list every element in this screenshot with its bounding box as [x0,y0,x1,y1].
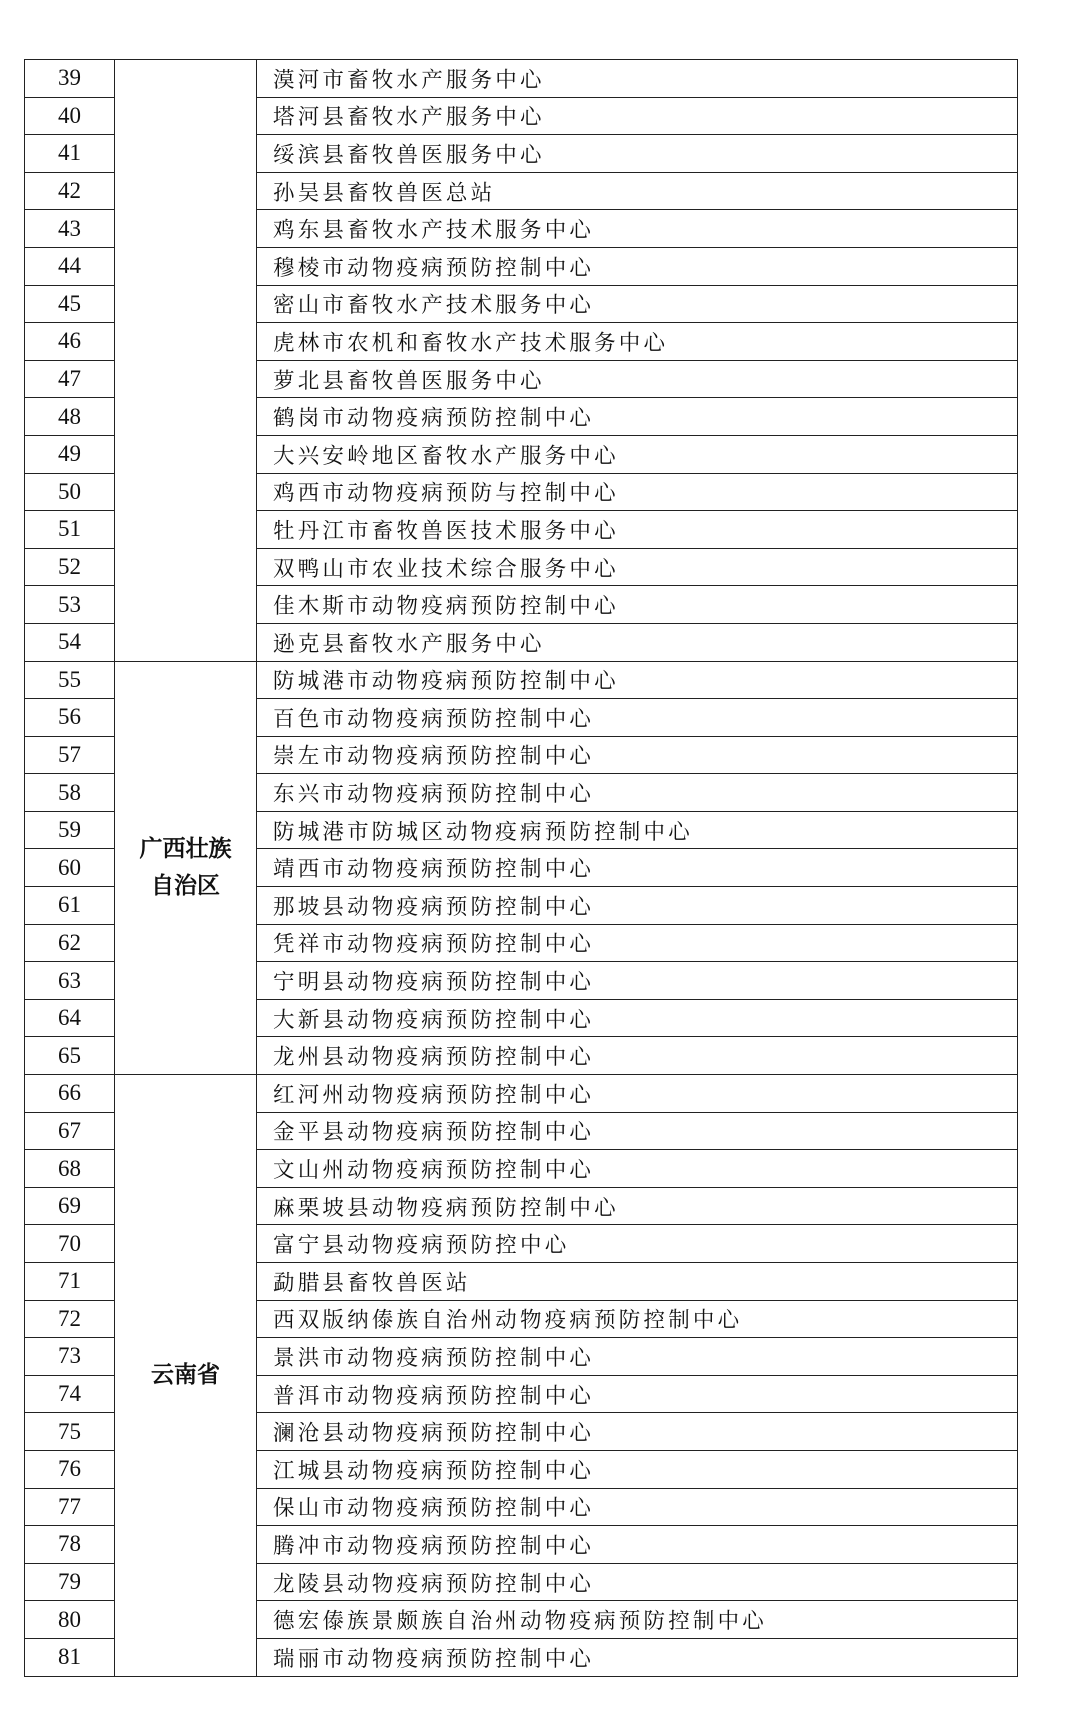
institution-name-cell: 塔河县畜牧水产服务中心 [257,97,1018,135]
institution-name-cell: 崇左市动物疫病预防控制中心 [257,736,1018,774]
institution-name-cell: 鸡西市动物疫病预防与控制中心 [257,473,1018,511]
row-number-cell: 54 [25,623,115,661]
row-number-cell: 57 [25,736,115,774]
row-number-cell: 52 [25,548,115,586]
institution-table [24,59,1018,1677]
row-number-cell: 75 [25,1413,115,1451]
institution-name-cell: 龙州县动物疫病预防控制中心 [257,1037,1018,1075]
institution-name-cell: 东兴市动物疫病预防控制中心 [257,774,1018,812]
institution-name-cell: 漠河市畜牧水产服务中心 [257,60,1018,98]
institution-name-cell: 金平县动物疫病预防控制中心 [257,1112,1018,1150]
institution-name-cell: 龙陵县动物疫病预防控制中心 [257,1563,1018,1601]
row-number-cell: 50 [25,473,115,511]
row-number-cell: 67 [25,1112,115,1150]
row-number-cell: 79 [25,1563,115,1601]
row-number-cell: 56 [25,699,115,737]
institution-name-cell: 萝北县畜牧兽医服务中心 [257,360,1018,398]
institution-name-cell: 佳木斯市动物疫病预防控制中心 [257,586,1018,624]
institution-name-cell: 虎林市农机和畜牧水产技术服务中心 [257,323,1018,361]
row-number-cell: 73 [25,1338,115,1376]
row-number-cell: 72 [25,1300,115,1338]
institution-name-cell: 防城港市防城区动物疫病预防控制中心 [257,811,1018,849]
row-number-cell: 43 [25,210,115,248]
province-cell [115,60,257,662]
institution-name-cell: 宁明县动物疫病预防控制中心 [257,962,1018,1000]
table-row [25,60,1018,98]
row-number-cell: 80 [25,1601,115,1639]
institution-name-cell: 麻栗坡县动物疫病预防控制中心 [257,1187,1018,1225]
row-number-cell: 44 [25,247,115,285]
row-number-cell: 62 [25,924,115,962]
row-number-cell: 40 [25,97,115,135]
row-number-cell: 76 [25,1450,115,1488]
institution-name-cell: 普洱市动物疫病预防控制中心 [257,1375,1018,1413]
institution-name-cell: 穆棱市动物疫病预防控制中心 [257,247,1018,285]
institution-name-cell: 逊克县畜牧水产服务中心 [257,623,1018,661]
row-number-cell: 39 [25,60,115,98]
institution-name-cell: 勐腊县畜牧兽医站 [257,1263,1018,1301]
province-cell: 云南省 [115,1075,257,1677]
institution-name-cell: 景洪市动物疫病预防控制中心 [257,1338,1018,1376]
row-number-cell: 69 [25,1187,115,1225]
institution-name-cell: 富宁县动物疫病预防控中心 [257,1225,1018,1263]
row-number-cell: 48 [25,398,115,436]
institution-name-cell: 靖西市动物疫病预防控制中心 [257,849,1018,887]
row-number-cell: 53 [25,586,115,624]
row-number-cell: 45 [25,285,115,323]
row-number-cell: 71 [25,1263,115,1301]
table-body [25,60,1018,1677]
row-number-cell: 41 [25,135,115,173]
row-number-cell: 51 [25,511,115,549]
row-number-cell: 74 [25,1375,115,1413]
row-number-cell: 63 [25,962,115,1000]
institution-name-cell: 密山市畜牧水产技术服务中心 [257,285,1018,323]
institution-name-cell: 双鸭山市农业技术综合服务中心 [257,548,1018,586]
row-number-cell: 64 [25,999,115,1037]
institution-name-cell: 孙吴县畜牧兽医总站 [257,172,1018,210]
institution-name-cell: 鹤岗市动物疫病预防控制中心 [257,398,1018,436]
province-cell: 广西壮族自治区 [115,661,257,1075]
institution-name-cell: 西双版纳傣族自治州动物疫病预防控制中心 [257,1300,1018,1338]
institution-name-cell: 大兴安岭地区畜牧水产服务中心 [257,435,1018,473]
institution-name-cell: 大新县动物疫病预防控制中心 [257,999,1018,1037]
row-number-cell: 81 [25,1638,115,1676]
row-number-cell: 66 [25,1075,115,1113]
institution-name-cell: 瑞丽市动物疫病预防控制中心 [257,1638,1018,1676]
row-number-cell: 60 [25,849,115,887]
institution-name-cell: 红河州动物疫病预防控制中心 [257,1075,1018,1113]
row-number-cell: 77 [25,1488,115,1526]
row-number-cell: 65 [25,1037,115,1075]
institution-name-cell: 江城县动物疫病预防控制中心 [257,1450,1018,1488]
institution-name-cell: 澜沧县动物疫病预防控制中心 [257,1413,1018,1451]
row-number-cell: 46 [25,323,115,361]
institution-name-cell: 防城港市动物疫病预防控制中心 [257,661,1018,699]
row-number-cell: 78 [25,1526,115,1564]
row-number-cell: 49 [25,435,115,473]
table-row [25,661,1018,699]
institution-name-cell: 文山州动物疫病预防控制中心 [257,1150,1018,1188]
institution-name-cell: 那坡县动物疫病预防控制中心 [257,887,1018,925]
institution-name-cell: 鸡东县畜牧水产技术服务中心 [257,210,1018,248]
institution-name-cell: 绥滨县畜牧兽医服务中心 [257,135,1018,173]
row-number-cell: 61 [25,887,115,925]
row-number-cell: 70 [25,1225,115,1263]
institution-name-cell: 牡丹江市畜牧兽医技术服务中心 [257,511,1018,549]
row-number-cell: 47 [25,360,115,398]
row-number-cell: 68 [25,1150,115,1188]
institution-name-cell: 腾冲市动物疫病预防控制中心 [257,1526,1018,1564]
institution-name-cell: 保山市动物疫病预防控制中心 [257,1488,1018,1526]
institution-name-cell: 凭祥市动物疫病预防控制中心 [257,924,1018,962]
row-number-cell: 59 [25,811,115,849]
institution-name-cell: 德宏傣族景颇族自治州动物疫病预防控制中心 [257,1601,1018,1639]
row-number-cell: 55 [25,661,115,699]
table-row [25,1075,1018,1113]
institution-name-cell: 百色市动物疫病预防控制中心 [257,699,1018,737]
row-number-cell: 42 [25,172,115,210]
row-number-cell: 58 [25,774,115,812]
